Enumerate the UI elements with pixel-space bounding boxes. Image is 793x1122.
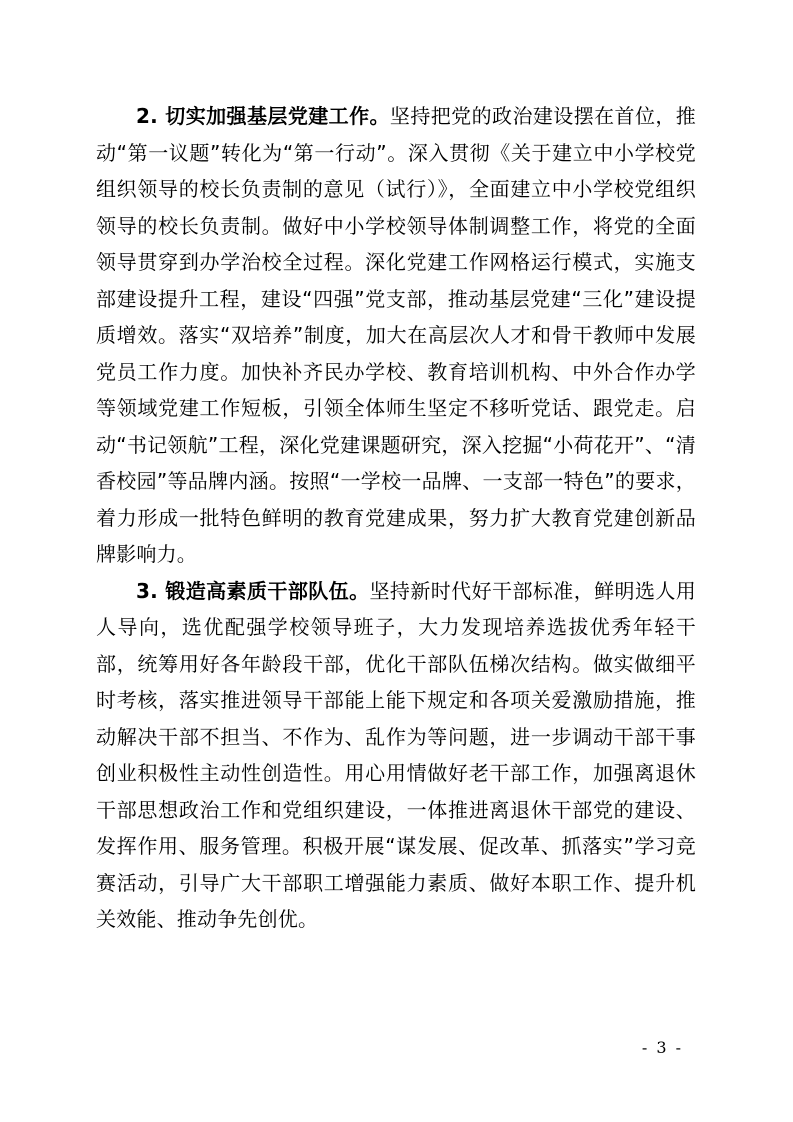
section-body-party-building: 坚持把党的政治建设摆在首位，推动“第一议题”转化为“第一行动”。深入贯彻《关于建立中小学校党组织领导的校长负责制的意见（试行）》，全面建立中小学校党组织领导的校长负责制。做好中小学校领导体制调整工作，将党的全面领导贯穿到办学治校全过程。深化党建工作网格运行模式，实施支部建设提升工程，建设“四强”党支部，推动基层党建“三化”建设提质增效。落实“双培养”制度，加大在高层次人才和骨干教师中发展党员工作力度。加快补齐民办学校、教育培训机构、中外合作办学等领域党建工作短板，引领全体师生坚定不移听党话、跟党走。启动“书记领航”工程，深化党建课题研究，深入挖掘“小荷花开”、“清香校园”等品牌内涵。按照“一学校一品牌、一支部一特色”的要求，着力形成一批特色鲜明的教育党建成果，努力扩大教育党建创新品牌影响力。 (96, 104, 697, 566)
paragraph-party-building (96, 98, 696, 573)
section-body-cadre-team: 坚持新时代好干部标准，鲜明选人用人导向，选优配强学校领导班子，大力发现培养选拔优秀年轻干部，统筹用好各年龄段干部，优化干部队伍梯次结构。做实做细平时考核，落实推进领导干部能上能下规定和各项关爱激励措施，推动解决干部不担当、不作为、乱作为等问题，进一步调动干部干事创业积极性主动性创造性。用心用情做好老干部工作，加强离退休干部思想政治工作和党组织建设，一体推进离退休干部党的建设、发挥作用、服务管理。积极开展“谋发展、促改革、抓落实”学习竞赛活动，引导广大干部职工增强能力素质、做好本职工作、提升机关效能、推动争先创优。 (96, 578, 696, 931)
page-number: - 3 - (641, 1038, 683, 1057)
document-body (96, 98, 696, 938)
section-heading-cadre-team: 3. 锻造高素质干部队伍。 (136, 578, 370, 603)
paragraph-cadre-team (96, 573, 696, 938)
section-heading-party-building: 2. 切实加强基层党建工作。 (136, 104, 390, 128)
